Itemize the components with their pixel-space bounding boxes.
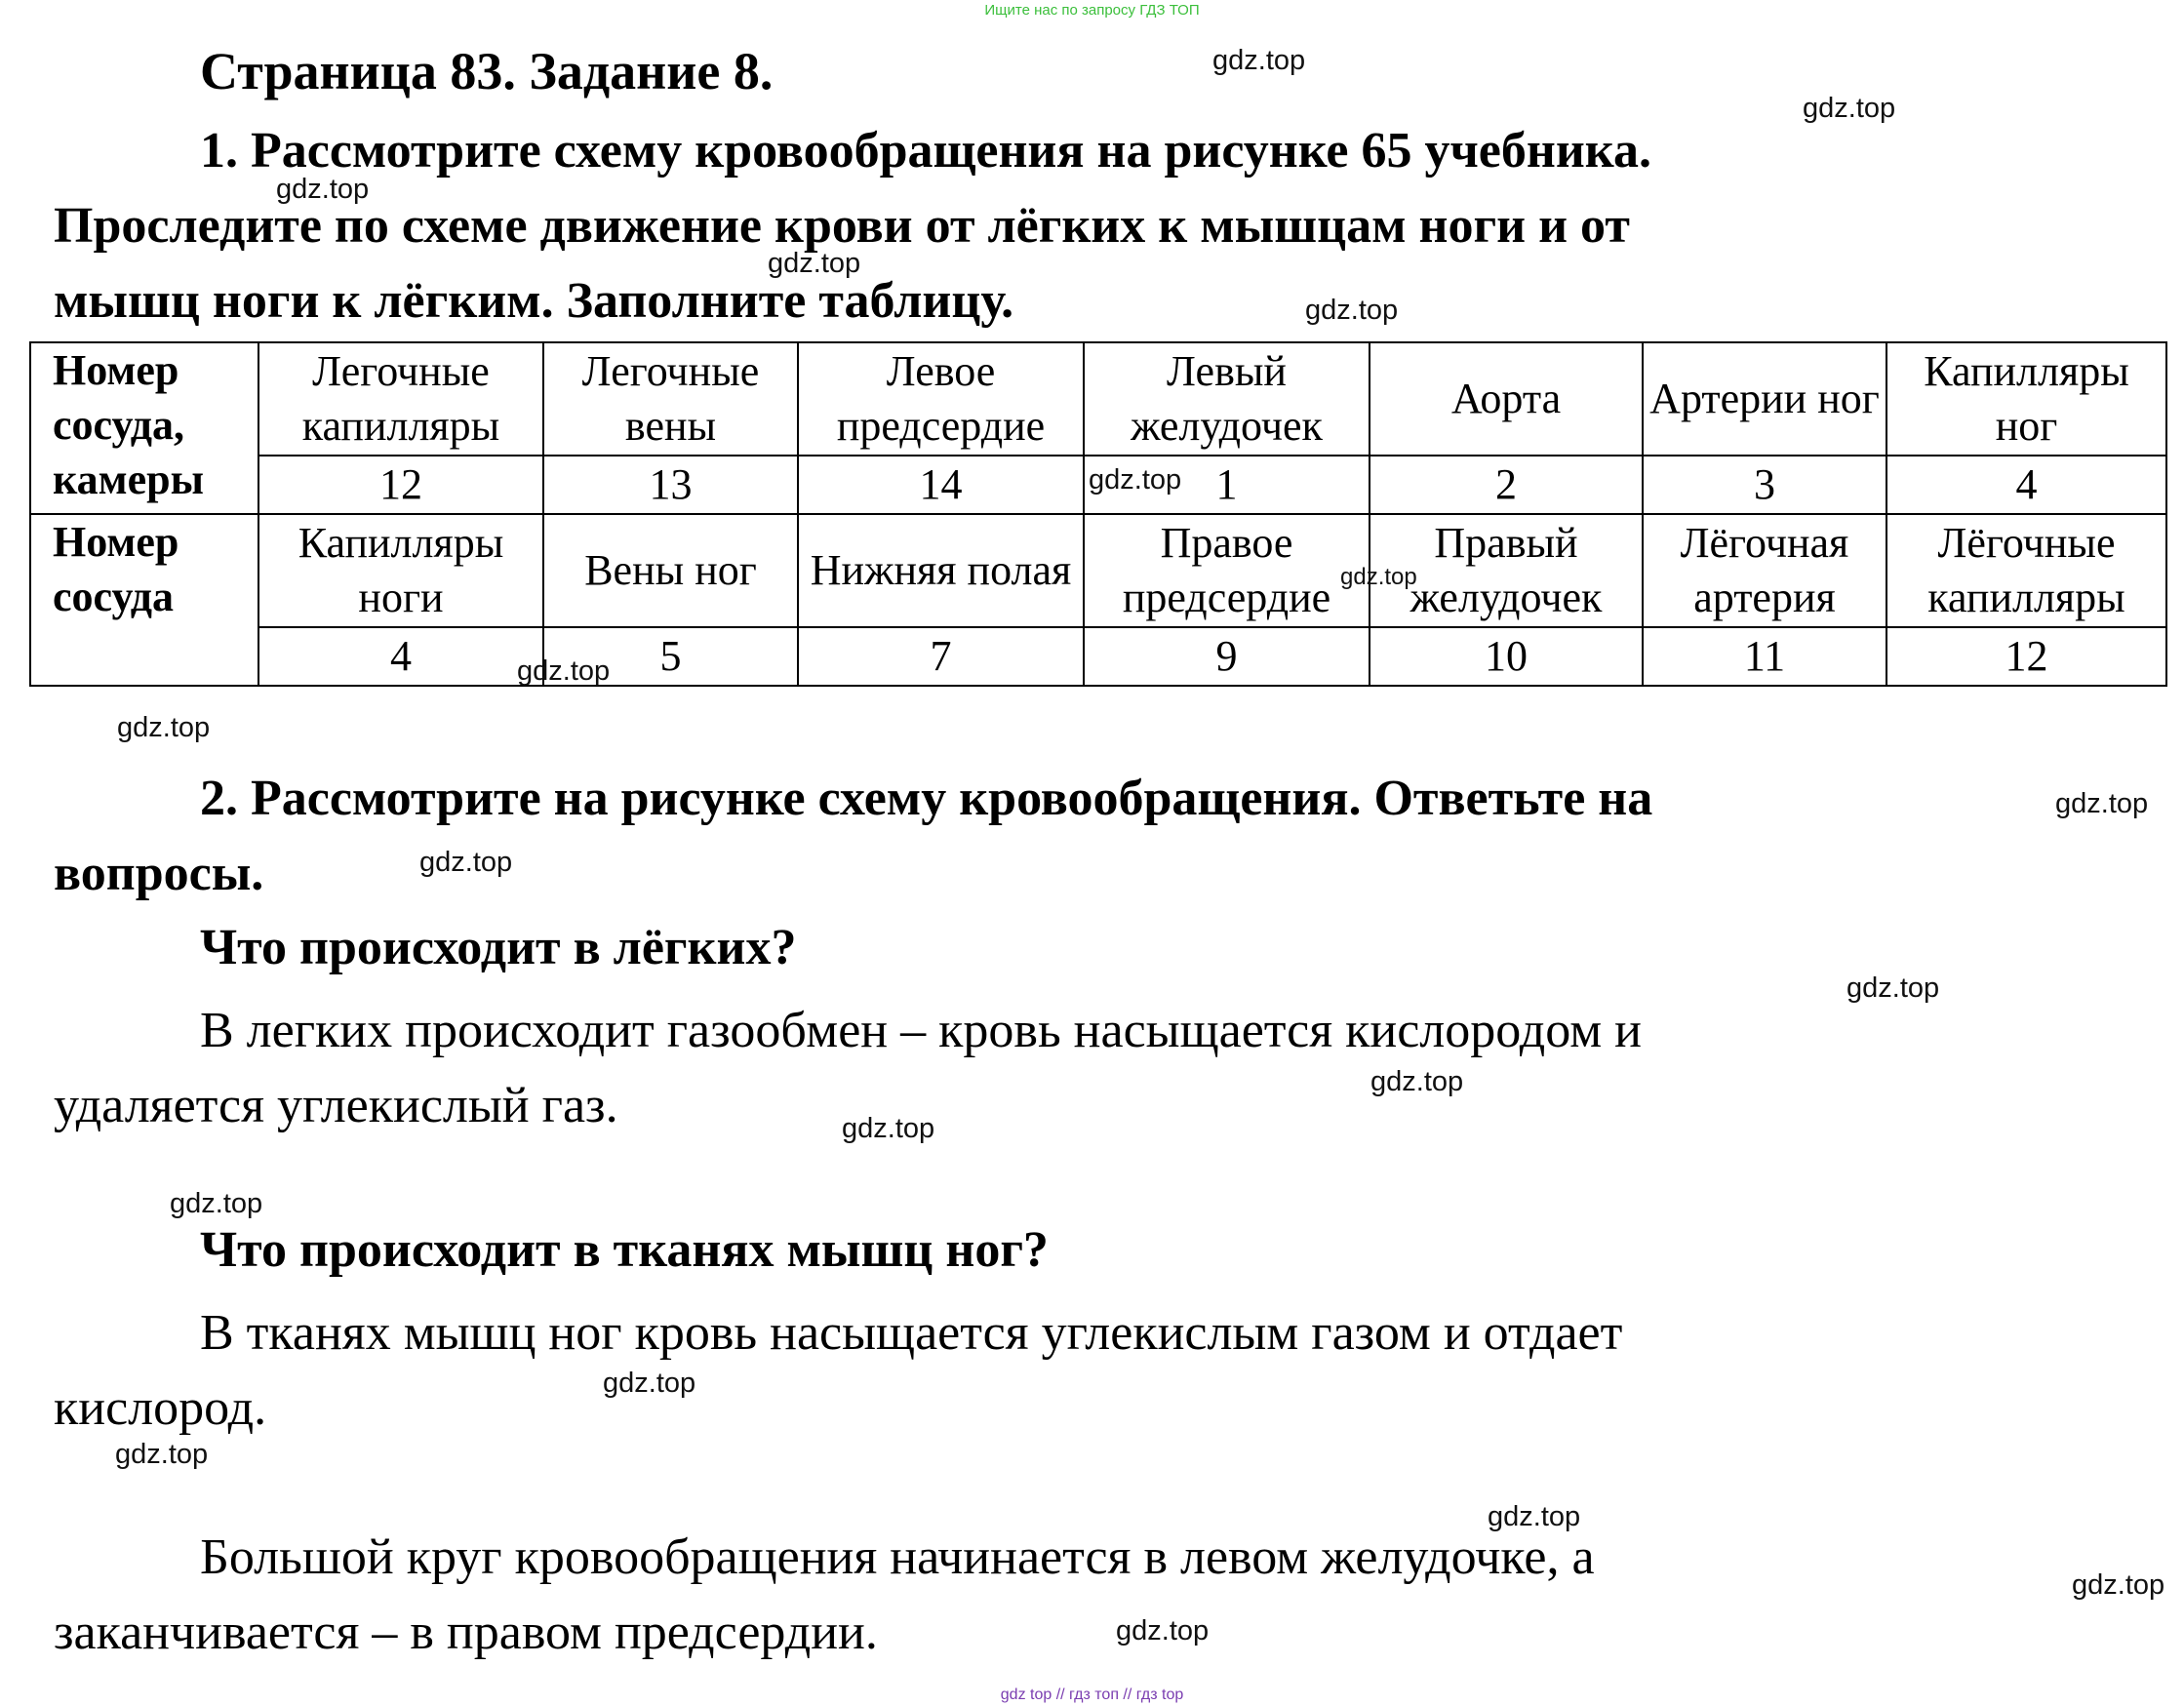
table-cell-number: 13 [543,456,798,514]
table-cell: Нижняя полая [798,514,1084,627]
watermark: gdz.top [768,248,861,279]
page-title: Страница 83. Задание 8. [200,42,774,100]
watermark: gdz.top [1370,1066,1464,1097]
table-cell: Лёгочные капилляры [1886,514,2166,627]
watermark: gdz.top [1803,93,1896,124]
table-cell-number: 1 [1084,456,1370,514]
watermark: gdz.top [2055,788,2149,819]
watermark: gdz.top [1340,564,1417,590]
watermark: gdz.top [1846,972,1940,1004]
vessels-table [29,341,2167,687]
table-cell-number: 4 [258,627,543,686]
question-lungs: Что происходит в лёгких? [200,920,797,975]
watermark: gdz.top [419,847,513,878]
answer-leg-line-2: кислород. [54,1380,267,1436]
answer-lungs-line-1: В легких происходит газообмен – кровь насыщается кислородом и [200,1003,1642,1058]
table-cell-number: 5 [543,627,798,686]
table-cell: Капилляры ног [1886,342,2166,456]
conclusion-text [54,1520,1907,1670]
task2-line-2: вопросы. [54,846,264,901]
table-cell-number: 14 [798,456,1084,514]
table-cell-number: 9 [1084,627,1370,686]
bottom-banner[interactable]: gdz top // гдз топ // гдз top [1000,1686,1184,1703]
table-cell-number: 7 [798,627,1084,686]
table-cell: Правое предсердие [1084,514,1370,627]
watermark: gdz.top [1089,464,1182,496]
table-row [30,627,2166,686]
table-cell: Аорта [1370,342,1643,456]
table-row [30,342,2166,456]
answer-leg-line-1: В тканях мышц ног кровь насыщается углекислым газом и отдает [200,1305,1623,1361]
table-cell: Легочные капилляры [258,342,543,456]
table-cell-number: 2 [1370,456,1643,514]
table-cell: Вены ног [543,514,798,627]
watermark: gdz.top [842,1113,935,1144]
table-cell: Лёгочная артерия [1643,514,1886,627]
task1-text [54,113,1907,338]
table-cell-number: 11 [1643,627,1886,686]
table-row [30,514,2166,627]
answer-lungs-line-2: удаляется углекислый газ. [54,1078,618,1133]
task2-text [54,761,1907,911]
task1-line-3: мышц ноги к лёгким. Заполните таблицу. [54,273,1014,329]
watermark: gdz.top [1116,1615,1210,1646]
row-header: Номер сосуда, камеры [30,342,258,514]
answer-leg-muscles [54,1295,1907,1446]
top-banner[interactable]: Ищите нас по запросу ГДЗ ТОП [984,2,1200,19]
watermark: gdz.top [276,174,370,205]
table-cell: Капилляры ноги [258,514,543,627]
task1-line-1: 1. Рассмотрите схему кровообращения на рисунке 65 учебника. [200,123,1651,179]
watermark: gdz.top [1305,295,1399,326]
table-cell-number: 10 [1370,627,1643,686]
conclusion-line-1: Большой круг кровообращения начинается в левом желудочке, а [200,1529,1595,1585]
watermark: gdz.top [1488,1501,1581,1532]
watermark: gdz.top [2072,1569,2165,1601]
watermark: gdz.top [117,712,211,743]
table-cell-number: 12 [1886,627,2166,686]
watermark: gdz.top [170,1188,263,1219]
task2-line-1: 2. Рассмотрите на рисунке схему кровообращения. Ответьте на [200,771,1653,826]
question-leg-muscles: Что происходит в тканях мышц ног? [200,1222,1049,1278]
task1-line-2: Проследите по схеме движение крови от лёгких к мышцам ноги и от [54,198,1630,254]
table-cell: Легочные вены [543,342,798,456]
table-cell-number: 12 [258,456,543,514]
table-cell-number: 3 [1643,456,1886,514]
table-cell-number: 4 [1886,456,2166,514]
watermark: gdz.top [603,1368,696,1399]
table-cell: Артерии ног [1643,342,1886,456]
row-header: Номер сосуда [30,514,258,686]
answer-lungs [54,993,1907,1143]
watermark: gdz.top [517,655,611,687]
watermark: gdz.top [1212,45,1306,76]
table-cell: Левый желудочек [1084,342,1370,456]
conclusion-line-2: заканчивается – в правом предсердии. [54,1605,878,1660]
table-cell: Правый желудочек [1370,514,1643,627]
watermark: gdz.top [115,1439,209,1470]
table-cell: Левое предсердие [798,342,1084,456]
